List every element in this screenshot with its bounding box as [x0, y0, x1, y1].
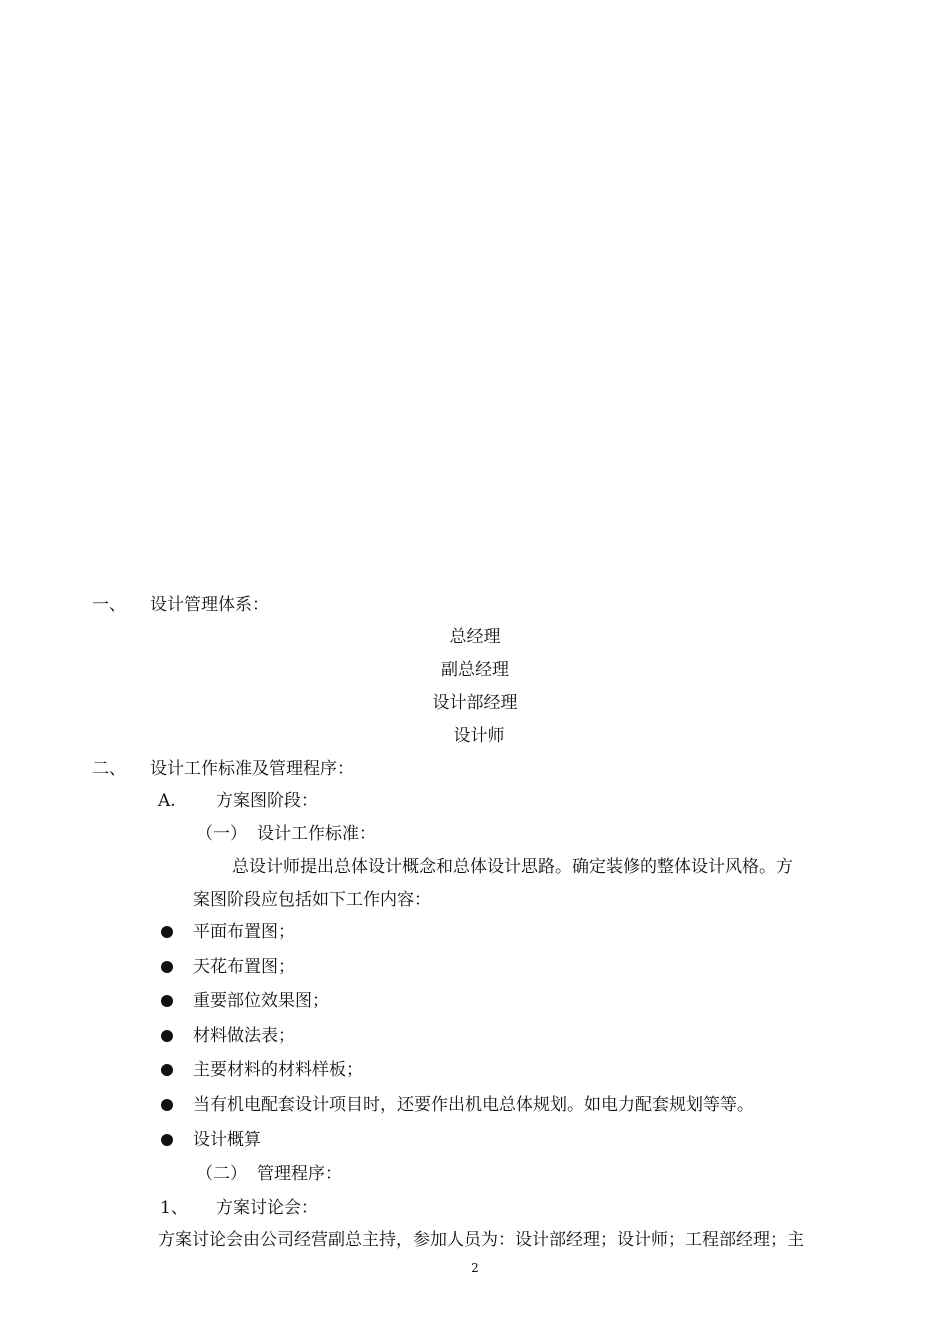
subsection-a-label: A.: [158, 791, 176, 811]
section2-number: 二、: [92, 759, 126, 779]
bullet-item: 重要部位效果图；: [193, 991, 329, 1011]
bullet-icon: [161, 995, 173, 1007]
section1-number: 一、: [92, 595, 126, 615]
bullet-item: 天花布置图；: [193, 957, 295, 977]
org-chart-level-4: 设计师: [453, 726, 505, 746]
subsection-a-title: 方案图阶段：: [216, 791, 318, 811]
bullet-item: 平面布置图；: [193, 922, 295, 942]
subsection-2-label: （二）: [196, 1164, 247, 1184]
paragraph-2-line-1: 方案讨论会由公司经营副总主持，参加人员为：设计部经理；设计师；工程部经理；主: [158, 1230, 804, 1250]
item-1-label: 1、: [160, 1198, 188, 1218]
section2-title: 设计工作标准及管理程序：: [150, 759, 354, 779]
page-number: 2: [471, 1261, 479, 1275]
subsection-1-title: 设计工作标准：: [257, 824, 376, 844]
bullet-item: 当有机电配套设计项目时，还要作出机电总体规划。如电力配套规划等等。: [193, 1095, 754, 1115]
paragraph-1-line-1: 总设计师提出总体设计概念和总体设计思路。确定装修的整体设计风格。方: [232, 857, 793, 877]
bullet-icon: [161, 1064, 173, 1076]
bullet-icon: [161, 926, 173, 938]
bullet-item: 材料做法表；: [193, 1026, 295, 1046]
org-chart-level-1: 总经理: [449, 627, 501, 647]
subsection-1-label: （一）: [196, 824, 247, 844]
section1-title: 设计管理体系：: [150, 595, 269, 615]
bullet-icon: [161, 1030, 173, 1042]
subsection-2-title: 管理程序：: [257, 1164, 342, 1184]
org-chart-level-3: 设计部经理: [432, 693, 518, 713]
bullet-item: 设计概算: [193, 1130, 261, 1150]
bullet-icon: [161, 1099, 173, 1111]
item-1-title: 方案讨论会：: [216, 1198, 318, 1218]
org-chart-level-2: 副总经理: [441, 660, 509, 680]
bullet-icon: [161, 1134, 173, 1146]
bullet-icon: [161, 961, 173, 973]
paragraph-1-line-2: 案图阶段应包括如下工作内容：: [193, 890, 431, 910]
bullet-item: 主要材料的材料样板；: [193, 1060, 363, 1080]
